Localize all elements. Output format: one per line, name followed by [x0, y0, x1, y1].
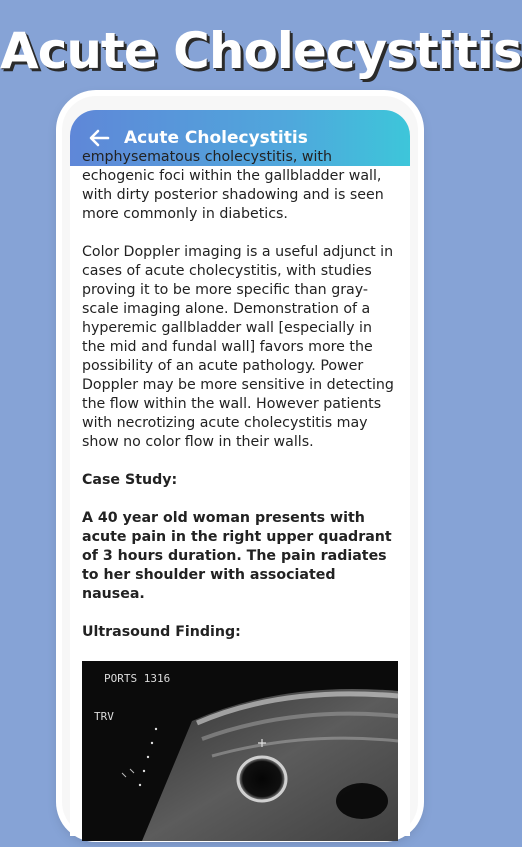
arrow-back-icon[interactable] [88, 127, 110, 149]
phone-frame [62, 96, 418, 836]
article-paragraph: echogenic foci within the gallbladder wall, with dirty posterior shadowing and is seen more commonly in diabetics. [82, 168, 384, 222]
banner-title: Acute Cholecystitis [0, 22, 522, 80]
case-study-text: A 40 year old woman presents with acute pain in the right upper quadrant of 3 hours duration. The pain radiates to her shoulder with associated nausea. [82, 510, 392, 602]
ultrasound-image [82, 661, 398, 841]
ultrasound-label-top: PORTS 1316 [104, 672, 171, 685]
app-bar-title: Acute Cholecystitis [124, 128, 308, 148]
ultrasound-label-side: TRV [94, 710, 114, 723]
case-study-heading: Case Study: [82, 472, 178, 488]
ultrasound-scan-graphic [82, 661, 398, 841]
article-paragraph: Color Doppler imaging is a useful adjunct in cases of acute cholecystitis, with studies proving it to be more specific than gray-scale imaging alone. Demonstration of a hyperemic gallbladder wall [especially in the mid and fundal wall] favors more the possibility of an acute pathology. Power Doppler may be more sensitive in detecting the flow within the wall. However patients with necrotizing acute cholecystitis may show no color flow in their walls. [82, 244, 394, 450]
article-content[interactable] [70, 149, 410, 836]
finding-heading: Ultrasound Finding: [82, 624, 241, 640]
article-partial-line: emphysematous cholecystitis, with [82, 149, 332, 165]
